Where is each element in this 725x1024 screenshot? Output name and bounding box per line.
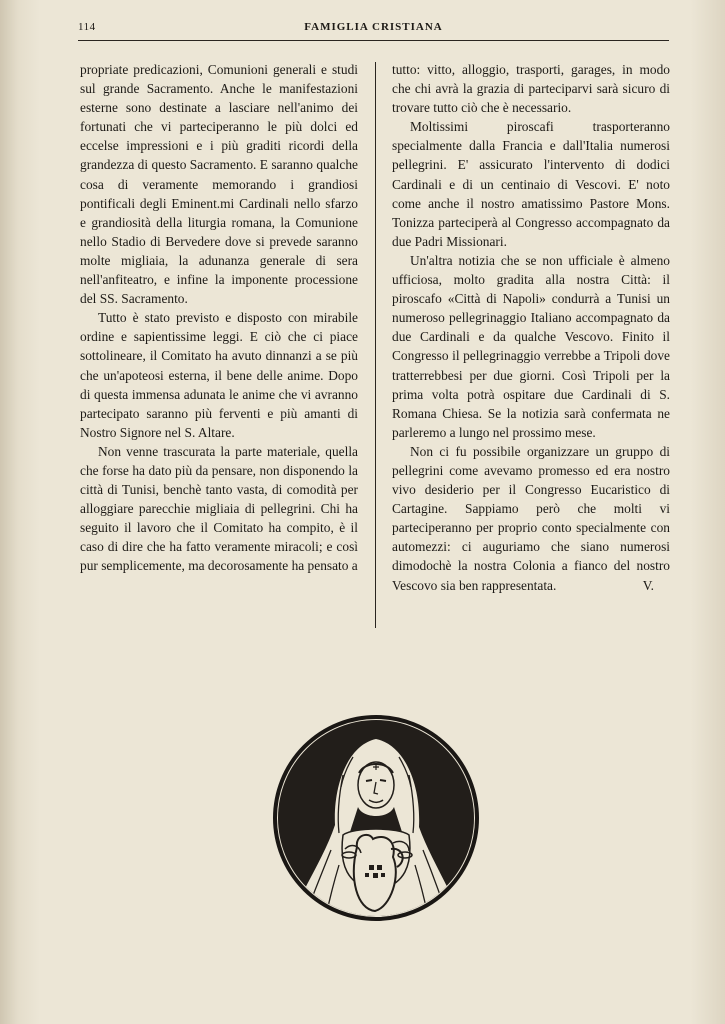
article-paragraph: Moltissimi piroscafi trasporteranno specialmente dalla Francia e dall'Italia numerosi pellegrini. E' assicurato l'intervento di dodici Cardinali e di un centinaio di Vescovi. E' noto come anche il nostro amatissimo Pastore Mons. Tonizza parteciperà al Congresso accompagnato da due Padri Missionari. (392, 119, 670, 249)
page-header (78, 18, 669, 41)
page-number: 114 (78, 21, 96, 33)
article-paragraph (392, 442, 670, 595)
article-paragraph-text: Non ci fu possibile organizzare un gruppo di pellegrini come avevamo promesso ed era nostro vivo desiderio per il Congresso Eucaristico di Cartagine. Sappiamo però che molti vi parteciperanno per proprio conto specialmente con automezzi: ci auguriamo che siano numerosi dimodochè la nostra Colonia a fianco del nostro Vescovo sia ben rappresentata. (392, 443, 670, 593)
article-right-column (392, 60, 670, 595)
article-paragraph: Un'altra notizia che se non ufficiale è almeno ufficiosa, molto gradita alla nostra Città: il piroscafo «Città di Napoli» condurrà a Tunisi un numeroso pellegrinaggio Italiano accompagnato da due Cardinali e da qualche Vescovo. Finito il Congresso il pellegrinaggio verrebbe a Tripoli dove tratterrebbesi per due giorni. Così Tripoli per la prima volta potrà ospitare due Cardinali di S. Romana Chiesa. Se la notizia sarà confermata ne parleremo a lungo nel prossimo mese. (392, 252, 670, 440)
article-paragraph: tutto: vitto, alloggio, trasporti, garages, in modo che chi avrà la grazia di parteciparvi sarà sicuro di trovare tutto ciò che è necessario. (392, 62, 670, 116)
article-paragraph: Non venne trascurata la parte materiale, quella che forse ha dato più da pensare, non disponendo la città di Tunisi, benchè tanto vasta, di comodità per alloggiare parecchie migliaia di pellegrini. Chi ha seguito il lavoro che il Comitato ha compito, è il caso di dire che ha fatto veramente miracoli; e così pur semplicemente, ma decorosamente ha pensato a (80, 443, 358, 574)
article-paragraph: Tutto è stato previsto e disposto con mirabile ordine e sapientissime leggi. E ciò che ci piace sottolineare, il Comitato ha avuto dinnanzi a se più che un'apoteosi esterna, il bene delle anime. Dopo di questa immensa adunata le anime che vi avranno partecipato saranno più ferventi e più amanti di Nostro Signore nel S. Altare. (80, 310, 358, 440)
magazine-title: FAMIGLIA CRISTIANA (304, 21, 443, 33)
author-signature: V. (642, 577, 654, 593)
article-left-column (80, 60, 358, 576)
woman-portrait-illustration (273, 715, 479, 921)
column-divider (375, 62, 376, 628)
article-paragraph: propriate predicazioni, Comunioni generali e studi sul grande Sacramento. Anche le manifestazioni esterne sono destinate a lasciare nell'animo dei fortunati che vi parteciperanno le più dolci ed eccelse impressioni e i più graditi ricordi della grandezza di questo Sacramento. E saranno qualche cosa di veramente memorando i grandiosi pontificali degli Eminent.mi Cardinali nello sfarzo e grandiosità della liturgia romana, la Comunione nello Stadio di Bervedere dove si prevede saranno molte migliaia, la adunanza generale di sera nell'anfiteatro, e infine la imponente processione del SS. Sacramento. (80, 62, 358, 307)
